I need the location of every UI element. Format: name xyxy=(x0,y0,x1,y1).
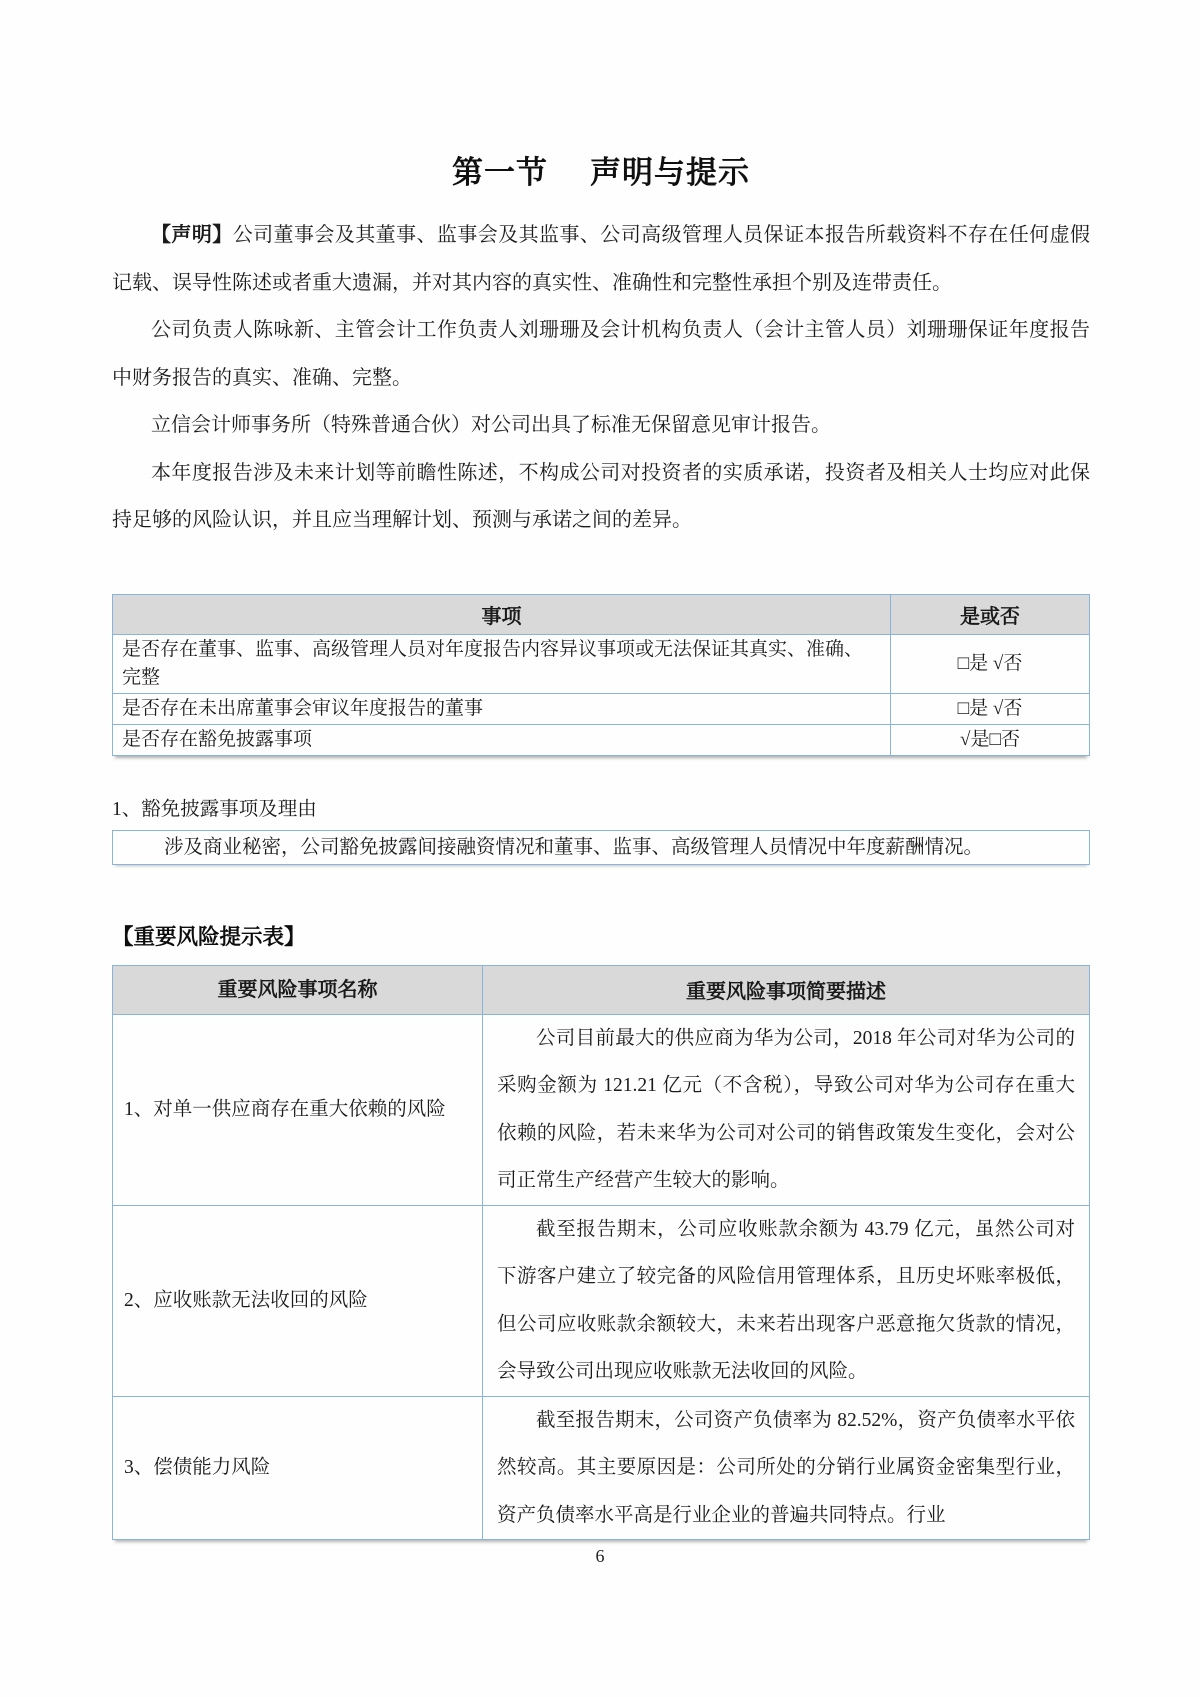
table-row xyxy=(113,1396,1090,1540)
table-row xyxy=(113,724,1090,755)
exemption-content-box: 涉及商业秘密，公司豁免披露间接融资情况和董事、监事、高级管理人员情况中年度薪酬情况。 xyxy=(112,830,1090,865)
matters-table xyxy=(112,594,1090,756)
matters-answer-3: √是□否 xyxy=(891,724,1090,755)
risk-table xyxy=(112,965,1090,1541)
matters-header-item: 事项 xyxy=(113,594,891,634)
declaration-paragraphs xyxy=(112,212,1090,545)
section-title-text: 声明与提示 xyxy=(590,155,750,190)
declaration-paragraph-1 xyxy=(112,212,1090,307)
risk-description-2: 截至报告期末，公司应收账款余额为 43.79 亿元，虽然公司对下游客户建立了较完备的风险信用管理体系，且历史坏账率极低，但公司应收账款余额较大，未来若出现客户恶意拖欠货款的情况，会导致公司出现应收账款无法收回的风险。 xyxy=(483,1205,1090,1396)
matters-item-2: 是否存在未出席董事会审议年度报告的董事 xyxy=(113,693,891,724)
matters-header-answer: 是或否 xyxy=(891,594,1090,634)
risk-name-3: 3、偿债能力风险 xyxy=(113,1396,483,1540)
risk-name-1: 1、对单一供应商存在重大依赖的风险 xyxy=(113,1014,483,1205)
table-row xyxy=(113,634,1090,693)
section-title xyxy=(112,152,1090,194)
matters-item-1: 是否存在董事、监事、高级管理人员对年度报告内容异议事项或无法保证其真实、准确、完整 xyxy=(113,634,891,693)
declaration-paragraph-4: 本年度报告涉及未来计划等前瞻性陈述，不构成公司对投资者的实质承诺，投资者及相关人士均应对此保持足够的风险认识，并且应当理解计划、预测与承诺之间的差异。 xyxy=(112,461,1090,531)
risk-header-row xyxy=(113,965,1090,1014)
declaration-bold-prefix: 【声明】 xyxy=(151,224,233,246)
risk-name-2: 2、应收账款无法收回的风险 xyxy=(113,1205,483,1396)
matters-header-row xyxy=(113,594,1090,634)
risk-description-3: 截至报告期末，公司资产负债率为 82.52%，资产负债率水平依然较高。其主要原因是：公司所处的分销行业属资金密集型行业，资产负债率水平高是行业企业的普遍共同特点。行业 xyxy=(483,1396,1090,1540)
table-row xyxy=(113,693,1090,724)
declaration-paragraph-2: 公司负责人陈咏新、主管会计工作负责人刘珊珊及会计机构负责人（会计主管人员）刘珊珊保证年度报告中财务报告的真实、准确、完整。 xyxy=(112,319,1090,389)
table-row xyxy=(113,1014,1090,1205)
exemption-label: 1、豁免披露事项及理由 xyxy=(112,798,317,820)
page-content xyxy=(112,0,1090,1540)
section-number: 第一节 xyxy=(452,155,548,190)
declaration-paragraph-1-text: 公司董事会及其董事、监事会及其监事、公司高级管理人员保证本报告所载资料不存在任何虚假记载、误导性陈述或者重大遗漏，并对其内容的真实性、准确性和完整性承担个别及连带责任。 xyxy=(112,224,1091,294)
risk-header-description: 重要风险事项简要描述 xyxy=(483,965,1090,1014)
declaration-paragraph-3: 立信会计师事务所（特殊普通合伙）对公司出具了标准无保留意见审计报告。 xyxy=(151,414,831,436)
table-row xyxy=(113,1205,1090,1396)
matters-answer-1: □是 √否 xyxy=(891,634,1090,693)
matters-answer-2: □是 √否 xyxy=(891,693,1090,724)
matters-item-3: 是否存在豁免披露事项 xyxy=(113,724,891,755)
risk-header-name: 重要风险事项名称 xyxy=(113,965,483,1014)
risk-description-1: 公司目前最大的供应商为华为公司，2018 年公司对华为公司的采购金额为 121.21 亿元（不含税），导致公司对华为公司存在重大依赖的风险，若未来华为公司对公司的销售政策发生变化，会对公司正常生产经营产生较大的影响。 xyxy=(483,1014,1090,1205)
page-number: 6 xyxy=(595,1546,605,1566)
risk-section-title: 【重要风险提示表】 xyxy=(112,924,306,949)
